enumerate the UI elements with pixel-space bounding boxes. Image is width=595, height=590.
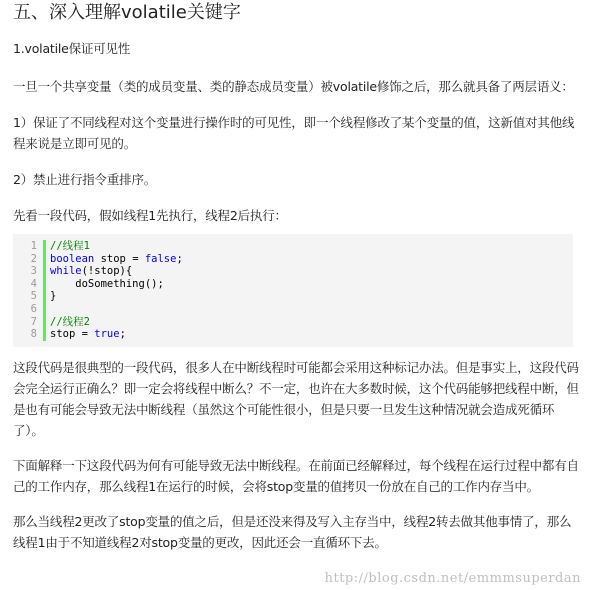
code-token: boolean [50, 252, 95, 265]
code-line [23, 240, 573, 253]
paragraph-code-intro: 先看一段代码，假如线程1先执行，线程2后执行： [13, 208, 287, 223]
code-token: } [50, 290, 57, 303]
code-token: ; [176, 252, 183, 265]
code-line [23, 265, 573, 278]
code-token: stop = [94, 252, 145, 265]
code-token: //线程2 [50, 315, 90, 328]
code-token: false [144, 252, 177, 265]
line-number: 8 [23, 328, 46, 341]
code-line [23, 303, 573, 316]
code-line [23, 253, 573, 266]
code-token: true [94, 328, 120, 341]
paragraph-last: 那么当线程2更改了stop变量的值之后，但是还没来得及写入主存当中，线程2转去做其他事情了，那么线程1由于不知道线程2对stop变量的更改，因此还会一直循环下去。 [13, 513, 572, 550]
paragraph-point2: 2）禁止进行指令重排序。 [13, 172, 157, 187]
line-number: 5 [23, 290, 46, 303]
code-token: (!stop){ [81, 265, 133, 278]
line-number: 2 [23, 253, 46, 266]
code-token: while [50, 265, 82, 278]
code-line [23, 328, 573, 341]
line-number: 4 [23, 278, 46, 291]
line-number: 6 [23, 303, 46, 316]
line-number: 3 [23, 265, 46, 278]
paragraph-intro: 一旦一个共享变量（类的成员变量、类的静态成员变量）被volatile修饰之后，那么就具备了两层语义： [13, 79, 574, 94]
code-line [23, 278, 573, 291]
code-token: doSomething(); [50, 277, 164, 290]
paragraph-point1: 1）保证了不同线程对这个变量进行操作时的可见性，即一个线程修改了某个变量的值，这新值对其他线程来说是立即可见的。 [13, 115, 575, 151]
code-token: ; [119, 328, 126, 341]
watermark: http://blog.csdn.net/emmmsuperdan [324, 571, 581, 586]
subsection-title: 1.volatile保证可见性 [13, 41, 131, 56]
paragraph-explain: 下面解释一下这段代码为何有可能导致无法中断线程。在前面已经解释过，每个线程在运行过程中都有自己的工作内存，那么线程1在运行的时候，会将stop变量的值拷贝一份放在自己的工作内存当中。 [13, 457, 579, 494]
paragraph-after-code: 这段代码是很典型的一段代码，很多人在中断线程时可能都会采用这种标记办法。但是事实上，这段代码会完全运行正确么？即一定会将线程中断么？不一定，也许在大多数时候，这个代码能够把线程中断，但是也有可能会导致无法中断线程（虽然这个可能性很小，但是只要一旦发生这种情况就会造成死循环了）。 [13, 359, 579, 438]
code-token: stop = [50, 328, 95, 341]
code-line [23, 316, 573, 329]
code-line [23, 290, 573, 303]
code-token: //线程1 [50, 240, 90, 252]
section-heading: 五、深入理解volatile关键字 [13, 2, 241, 23]
line-number: 1 [23, 240, 46, 253]
code-block [13, 234, 573, 347]
article [0, 2, 595, 553]
line-number: 7 [23, 316, 46, 329]
